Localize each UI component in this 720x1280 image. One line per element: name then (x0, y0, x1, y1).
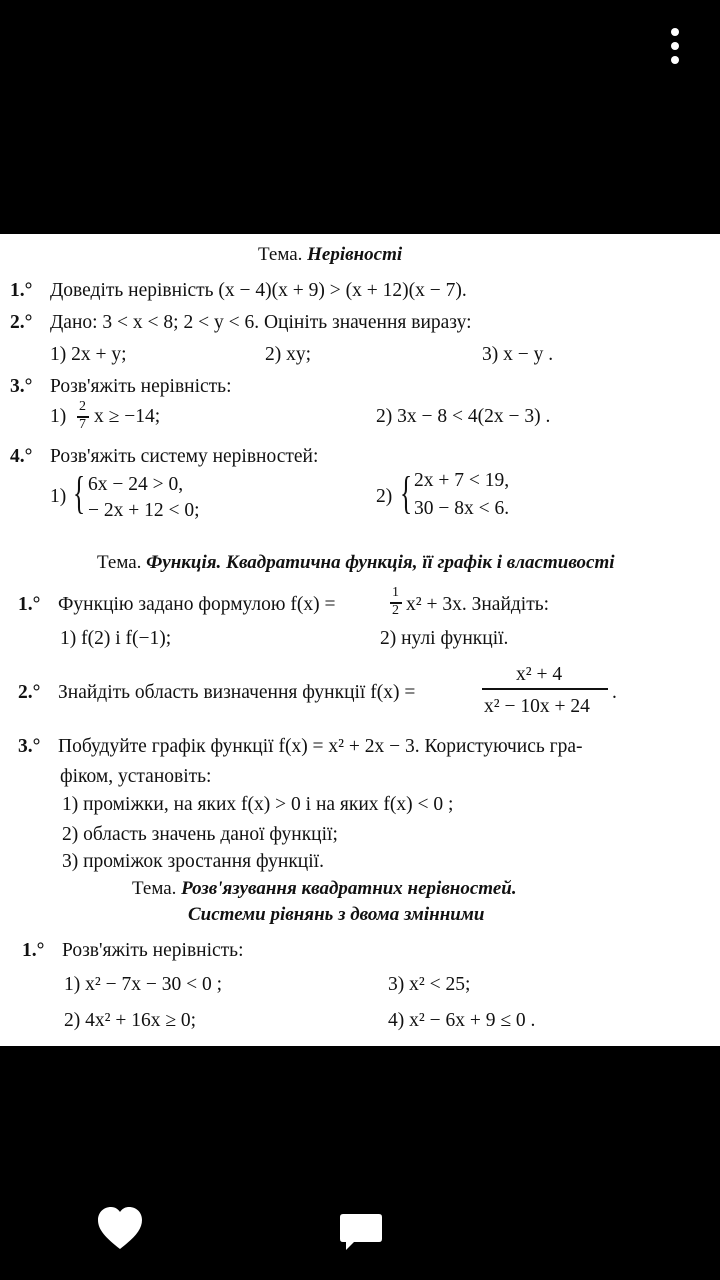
task-item: 1) проміжки, на яких f(x) > 0 і на яких f(x) < 0 ; (62, 794, 454, 815)
task-item: 1) f(2) і f(−1); (60, 628, 172, 649)
task-text: Доведіть нерівність (x − 4)(x + 9) > (x + 12)(x − 7). (50, 280, 467, 301)
fraction-denominator: 2 (392, 603, 399, 618)
system-brace: { (73, 467, 86, 518)
task-item: 4) x² − 6x + 9 ≤ 0 . (388, 1010, 536, 1031)
fraction-numerator: x² + 4 (516, 664, 563, 685)
system-row: − 2x + 12 < 0; (88, 500, 200, 521)
task-item: 2) 3x − 8 < 4(2x − 3) . (376, 406, 551, 427)
task-text: Знайдіть область визначення функції f(x) = (58, 682, 416, 703)
task-text: x² + 3x. Знайдіть: (406, 594, 550, 615)
title-text: Функція. Квадратична функція, її графік і властивості (146, 552, 615, 573)
task-number: 2.° (18, 682, 41, 703)
title-prefix: Тема. (132, 878, 177, 899)
bottom-action-bar (0, 1046, 720, 1280)
section-title (97, 552, 615, 574)
title-text: Нерівності (307, 244, 403, 265)
task-item: 2) xy; (265, 344, 312, 365)
task-number: 1.° (18, 594, 41, 615)
title-prefix: Тема. (258, 244, 303, 265)
title-text: Розв'язування квадратних нерівностей. (181, 878, 517, 899)
system-row: 6x − 24 > 0, (88, 474, 184, 495)
task-text: Розв'яжіть нерівність: (50, 376, 232, 397)
task-text: фіком, установіть: (60, 766, 212, 787)
system-label: 2) (376, 486, 393, 507)
task-item: 1) (50, 406, 67, 427)
system-brace: { (400, 467, 413, 518)
title-prefix: Тема. (97, 552, 142, 573)
task-text: Дано: 3 < x < 8; 2 < y < 6. Оцініть значення виразу: (50, 312, 472, 333)
like-button[interactable] (96, 1206, 144, 1252)
comment-button[interactable] (338, 1212, 384, 1254)
task-number: 2.° (10, 312, 33, 333)
section-title (132, 878, 517, 900)
task-text: Побудуйте графік функції f(x) = x² + 2x − 3. Користуючись гра- (58, 736, 583, 757)
task-text: Розв'яжіть нерівність: (62, 940, 244, 961)
task-text: Функцію задано формулою f(x) = (58, 594, 336, 615)
task-item: 2) область значень даної функції; (62, 824, 338, 845)
task-number: 3.° (10, 376, 33, 397)
task-text: Розв'яжіть систему нерівностей: (50, 446, 319, 467)
task-number: 3.° (18, 736, 41, 757)
heart-icon (96, 1206, 144, 1252)
fraction-denominator: 7 (79, 417, 86, 432)
task-item: 3) x − y . (482, 344, 554, 365)
task-end: . (612, 682, 617, 703)
system-row: 2x + 7 < 19, (414, 470, 510, 491)
task-number: 4.° (10, 446, 33, 467)
section-title-line2: Системи рівнянь з двома змінними (188, 904, 485, 925)
comment-icon (338, 1212, 384, 1254)
system-row: 30 − 8x < 6. (414, 498, 510, 519)
task-number: 1.° (10, 280, 33, 301)
task-item: 1) x² − 7x − 30 < 0 ; (64, 974, 222, 995)
task-item: 2) нулі функції. (380, 628, 509, 649)
fraction-numerator: 2 (79, 399, 86, 414)
task-item: 3) x² < 25; (388, 974, 471, 995)
fraction-numerator: 1 (392, 585, 399, 600)
document-photo (0, 234, 720, 1046)
task-item: 3) проміжок зростання функції. (62, 851, 324, 872)
task-item: x ≥ −14; (94, 406, 161, 427)
fraction-line (482, 688, 608, 690)
fraction-denominator: x² − 10x + 24 (484, 696, 590, 717)
section-title (258, 244, 402, 266)
system-label: 1) (50, 486, 67, 507)
more-options-button[interactable] (660, 26, 690, 66)
task-number: 1.° (22, 940, 45, 961)
task-item: 2) 4x² + 16x ≥ 0; (64, 1010, 197, 1031)
task-item: 1) 2x + y; (50, 344, 127, 365)
